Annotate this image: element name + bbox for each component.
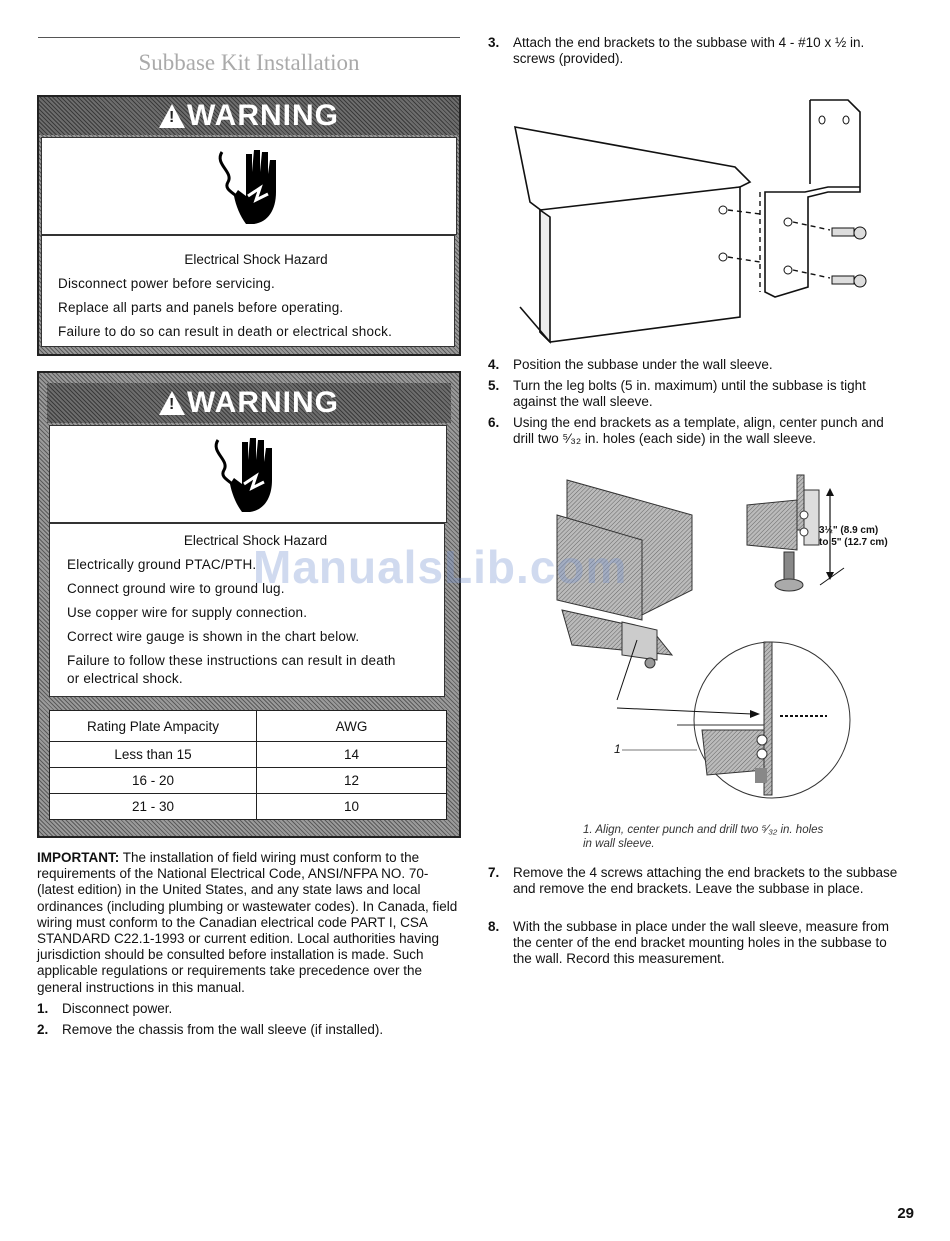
warning-box-2 [37, 371, 461, 838]
important-paragraph [37, 850, 460, 996]
warning-line: Correct wire gauge is shown in the chart below. [67, 629, 360, 644]
screw-icon [832, 227, 866, 287]
warning-heading-2: ! WARNING [47, 383, 451, 423]
important-text: The installation of field wiring must conform to the requirements of the National Electrical Code, ANSI/NFPA NO. 70-(latest edition) in the United States, and any state laws and local ordinances (including plumbing or wastewater codes). In Canada, field wiring must conform to the Canadian electrical code PART I, CSA STANDARD C22.1-1993 or current edition. Local authorities having jurisdiction should be consulted before installation is made. Such applicable regulations or requirements take precedence over the general instructions in this manual. [37, 850, 458, 995]
warning-icon-panel-2 [49, 425, 447, 523]
alignment-diagram [552, 470, 897, 820]
warning-line: Replace all parts and panels before operating. [58, 300, 344, 315]
warning-heading-1: ! WARNING [39, 97, 459, 135]
dimension-label-bottom: to 5" (12.7 cm) [819, 537, 888, 548]
warning-box-1 [37, 95, 461, 356]
step-4: 4. Position the subbase under the wall sleeve. [488, 357, 773, 372]
warning-icon-panel-1 [41, 137, 457, 235]
table-row [50, 742, 447, 768]
table-cell: 16 - 20 [50, 768, 257, 794]
electric-shock-hand-icon [214, 144, 290, 228]
important-label: IMPORTANT: [37, 850, 120, 865]
table-row [50, 794, 447, 820]
warning-triangle-icon: ! [159, 391, 185, 415]
ampacity-table [49, 710, 447, 820]
table-cell: Less than 15 [50, 742, 257, 768]
bracket-diagram [510, 92, 880, 352]
table-row [50, 768, 447, 794]
table-cell: 14 [257, 742, 447, 768]
warning-line: Failure to do so can result in death or electrical shock. [58, 324, 393, 339]
step-7: 7. Remove the 4 screws attaching the end brackets to the subbase and remove the end brackets. Leave the subbase in place. [488, 865, 898, 897]
warning-line: Disconnect power before servicing. [58, 276, 275, 291]
warning-triangle-icon: ! [159, 104, 185, 128]
step-2: 2. Remove the chassis from the wall sleeve (if installed). [37, 1022, 384, 1037]
table-cell: 10 [257, 794, 447, 820]
table-header: AWG [257, 711, 447, 742]
warning-line: Failure to follow these instructions can result in death or electrical shock. [67, 653, 396, 686]
callout-label: 1 [614, 742, 621, 756]
table-cell: 21 - 30 [50, 794, 257, 820]
step-1: 1. Disconnect power. [37, 1001, 173, 1016]
dimension-label-top: 3½" (8.9 cm) [819, 525, 879, 536]
top-rule [38, 37, 460, 38]
step-6: 6. Using the end brackets as a template, align, center punch and drill two ⁵⁄₃₂ in. holes (each side) in the wall sleeve. [488, 415, 884, 447]
hazard-title: Electrical Shock Hazard [184, 252, 328, 267]
warning-text-panel-1 [41, 235, 455, 347]
watermark: ManualsLib.com [253, 541, 628, 593]
hazard-title: Electrical Shock Hazard [183, 533, 328, 548]
table-cell: 12 [257, 768, 447, 794]
page-title: Subbase Kit Installation [138, 50, 360, 75]
step-5: 5. Turn the leg bolts (5 in. maximum) until the subbase is tight against the wall sleeve. [488, 378, 866, 410]
warning-line: Electrically ground PTAC/PTH. [67, 557, 257, 572]
step-3: 3. Attach the end brackets to the subbase with 4 - #10 x ½ in. screws (provided). [488, 35, 865, 67]
page-number: 29 [897, 1205, 914, 1222]
table-header: Rating Plate Ampacity [50, 711, 257, 742]
step-8: 8. With the subbase in place under the wall sleeve, measure from the center of the end bracket mounting holes in the subbase to the wall. Record this measurement. [488, 919, 889, 967]
electric-shock-hand-icon [210, 432, 286, 516]
figure-caption: 1. Align, center punch and drill two ⁵⁄₃₂ in. holes in wall sleeve. [583, 824, 824, 850]
warning-line: Connect ground wire to ground lug. [67, 581, 285, 596]
warning-line: Use copper wire for supply connection. [67, 605, 308, 620]
table-header-row [50, 711, 447, 742]
